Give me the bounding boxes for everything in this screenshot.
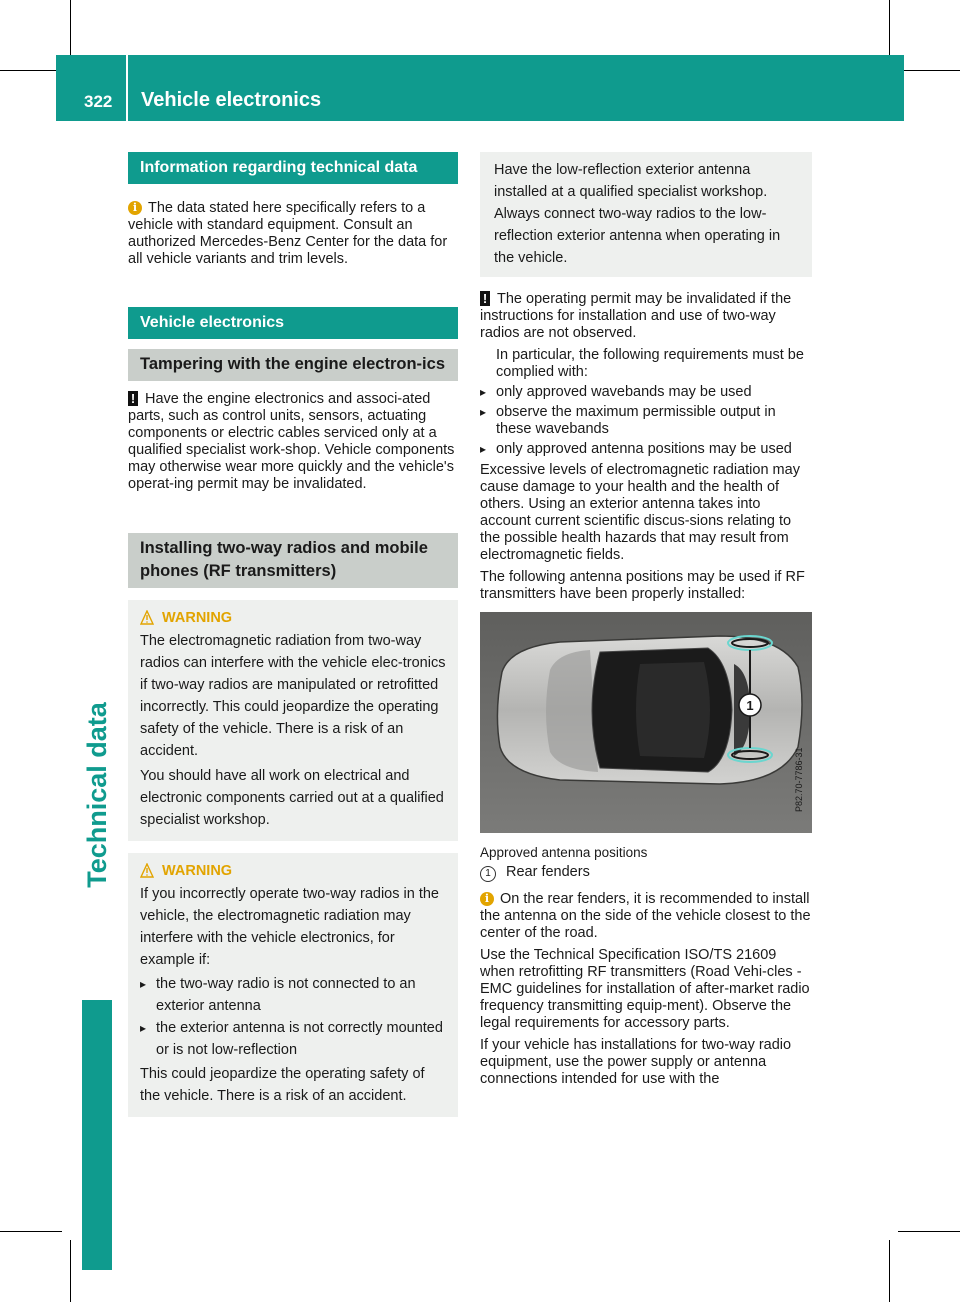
requirements-list <box>480 384 812 458</box>
crop-mark <box>0 1231 62 1232</box>
crop-mark <box>70 1240 71 1302</box>
car-top-view-illustration <box>480 612 812 833</box>
warning-text: The electromagnetic radiation from two-way radios can interfere with the vehicle elec-tronics if two-way radios are manipulated or retrofitted incorrectly. This could jeopardize the operating safety of the vehicle. There is a risk of an accident. <box>140 633 446 759</box>
side-tab-label: Technical data <box>82 702 112 888</box>
excessive-paragraph: Excessive levels of electromagnetic radiation may cause damage to your health and the health of others. Using an exterior antenna takes into account current scientific discus-sions relating to the possible health hazards that may result from electromagnetic fields. <box>480 462 800 563</box>
positions-intro: The following antenna positions may be used if RF transmitters have been properly installed: <box>480 569 805 602</box>
figure-code: P82.70-7786-31 <box>794 747 804 812</box>
crop-mark <box>889 1240 890 1302</box>
tamper-text: Have the engine electronics and associ-ated parts, such as control units, sensors, actuating components or electric cables serviced only at a qualified specialist work-shop. Vehicle components may otherwise wear more quickly and the vehicle's operat-ing permit may be invalidated. <box>128 391 455 492</box>
warning-triangle-icon <box>140 610 154 626</box>
iso-paragraph: Use the Technical Specification ISO/TS 21609 when retrofitting RF transmitters (Road Vehi-cles - EMC guidelines for installation of after-market radio frequency transmitting equip-ment). Observe the legal requirements for accessory parts. <box>480 947 810 1031</box>
section-heading: Vehicle electronics <box>128 307 458 339</box>
note-text: Have the low-reflection exterior antenna installed at a qualified specialist workshop. Always connect two-way radios to the low-reflection exterior antenna when operating in the vehicle. <box>494 162 781 266</box>
header-divider <box>126 55 128 121</box>
legend-label: Rear fenders <box>506 864 590 880</box>
warning-box <box>128 600 458 841</box>
list-item: ▸ only approved wavebands may be used <box>480 384 812 401</box>
permit-text: The operating permit may be invalidated if the instructions for installation and use of two-way radios are not observed. <box>480 291 792 341</box>
list-item: ▸ the two-way radio is not connected to an exterior antenna <box>140 973 446 1017</box>
crop-mark <box>70 0 71 62</box>
figure-legend <box>480 864 812 882</box>
car-figure <box>480 612 812 833</box>
exclamation-icon: ! <box>128 391 138 406</box>
warning-bullet-list <box>140 973 446 1061</box>
fender-note-text: On the rear fenders, it is recommended to install the antenna on the side of the vehicle closest to the center of the road. <box>480 891 811 941</box>
left-column <box>128 152 458 1117</box>
info-icon: i <box>128 201 142 215</box>
warning-header <box>140 863 446 879</box>
fender-note-paragraph <box>480 891 812 942</box>
info-icon: i <box>480 892 494 906</box>
info-paragraph <box>128 200 458 268</box>
warning-triangle-icon <box>140 863 154 879</box>
side-tab <box>82 615 112 975</box>
warning-text: If you incorrectly operate two-way radios in the vehicle, the electromagnetic radiation may interfere with the vehicle electronics, for example if: <box>140 886 439 968</box>
tamper-paragraph <box>128 391 458 493</box>
page-title: Vehicle electronics <box>141 89 322 111</box>
permit-paragraph <box>480 291 812 342</box>
warning-text: You should have all work on electrical and electronic components carried out at a qualified specialist workshop. <box>140 768 444 828</box>
tamper-heading: Tampering with the engine electron-ics <box>128 349 458 381</box>
final-paragraph: If your vehicle has installations for two-way radio equipment, use the power supply or antenna connections intended for use with the <box>480 1037 792 1087</box>
right-column <box>480 152 812 1088</box>
legend-number: 1 <box>480 866 496 882</box>
crop-mark <box>0 70 62 71</box>
warning-box <box>128 853 458 1117</box>
callout-number: 1 <box>746 698 754 713</box>
crop-mark <box>889 0 890 62</box>
warning-text: This could jeopardize the operating safety of the vehicle. There is a risk of an accident. <box>140 1066 425 1104</box>
list-item: ▸ observe the maximum permissible output in these wavebands <box>480 404 812 438</box>
crop-mark <box>898 1231 960 1232</box>
side-color-block <box>82 1000 112 1270</box>
list-item: ▸ the exterior antenna is not correctly mounted or is not low-reflection <box>140 1017 446 1061</box>
figure-caption: Approved antenna positions <box>480 845 648 860</box>
warning-header <box>140 610 446 626</box>
crop-mark <box>898 70 960 71</box>
page-number: 322 <box>84 92 113 111</box>
list-item: ▸ only approved antenna positions may be used <box>480 441 812 458</box>
note-box <box>480 152 812 277</box>
warning-label: WARNING <box>162 863 233 879</box>
install-heading: Installing two-way radios and mobile phones (RF transmitters) <box>128 533 458 588</box>
info-heading: Information regarding technical data <box>128 152 458 184</box>
exclamation-icon: ! <box>480 291 490 306</box>
info-text: The data stated here specifically refers to a vehicle with standard equipment. Consult an authorized Mercedes-Benz Center for the data for all vehicle variants and trim levels. <box>128 200 448 267</box>
warning-label: WARNING <box>162 610 233 626</box>
requirements-intro: In particular, the following requirements must be complied with: <box>496 347 804 380</box>
